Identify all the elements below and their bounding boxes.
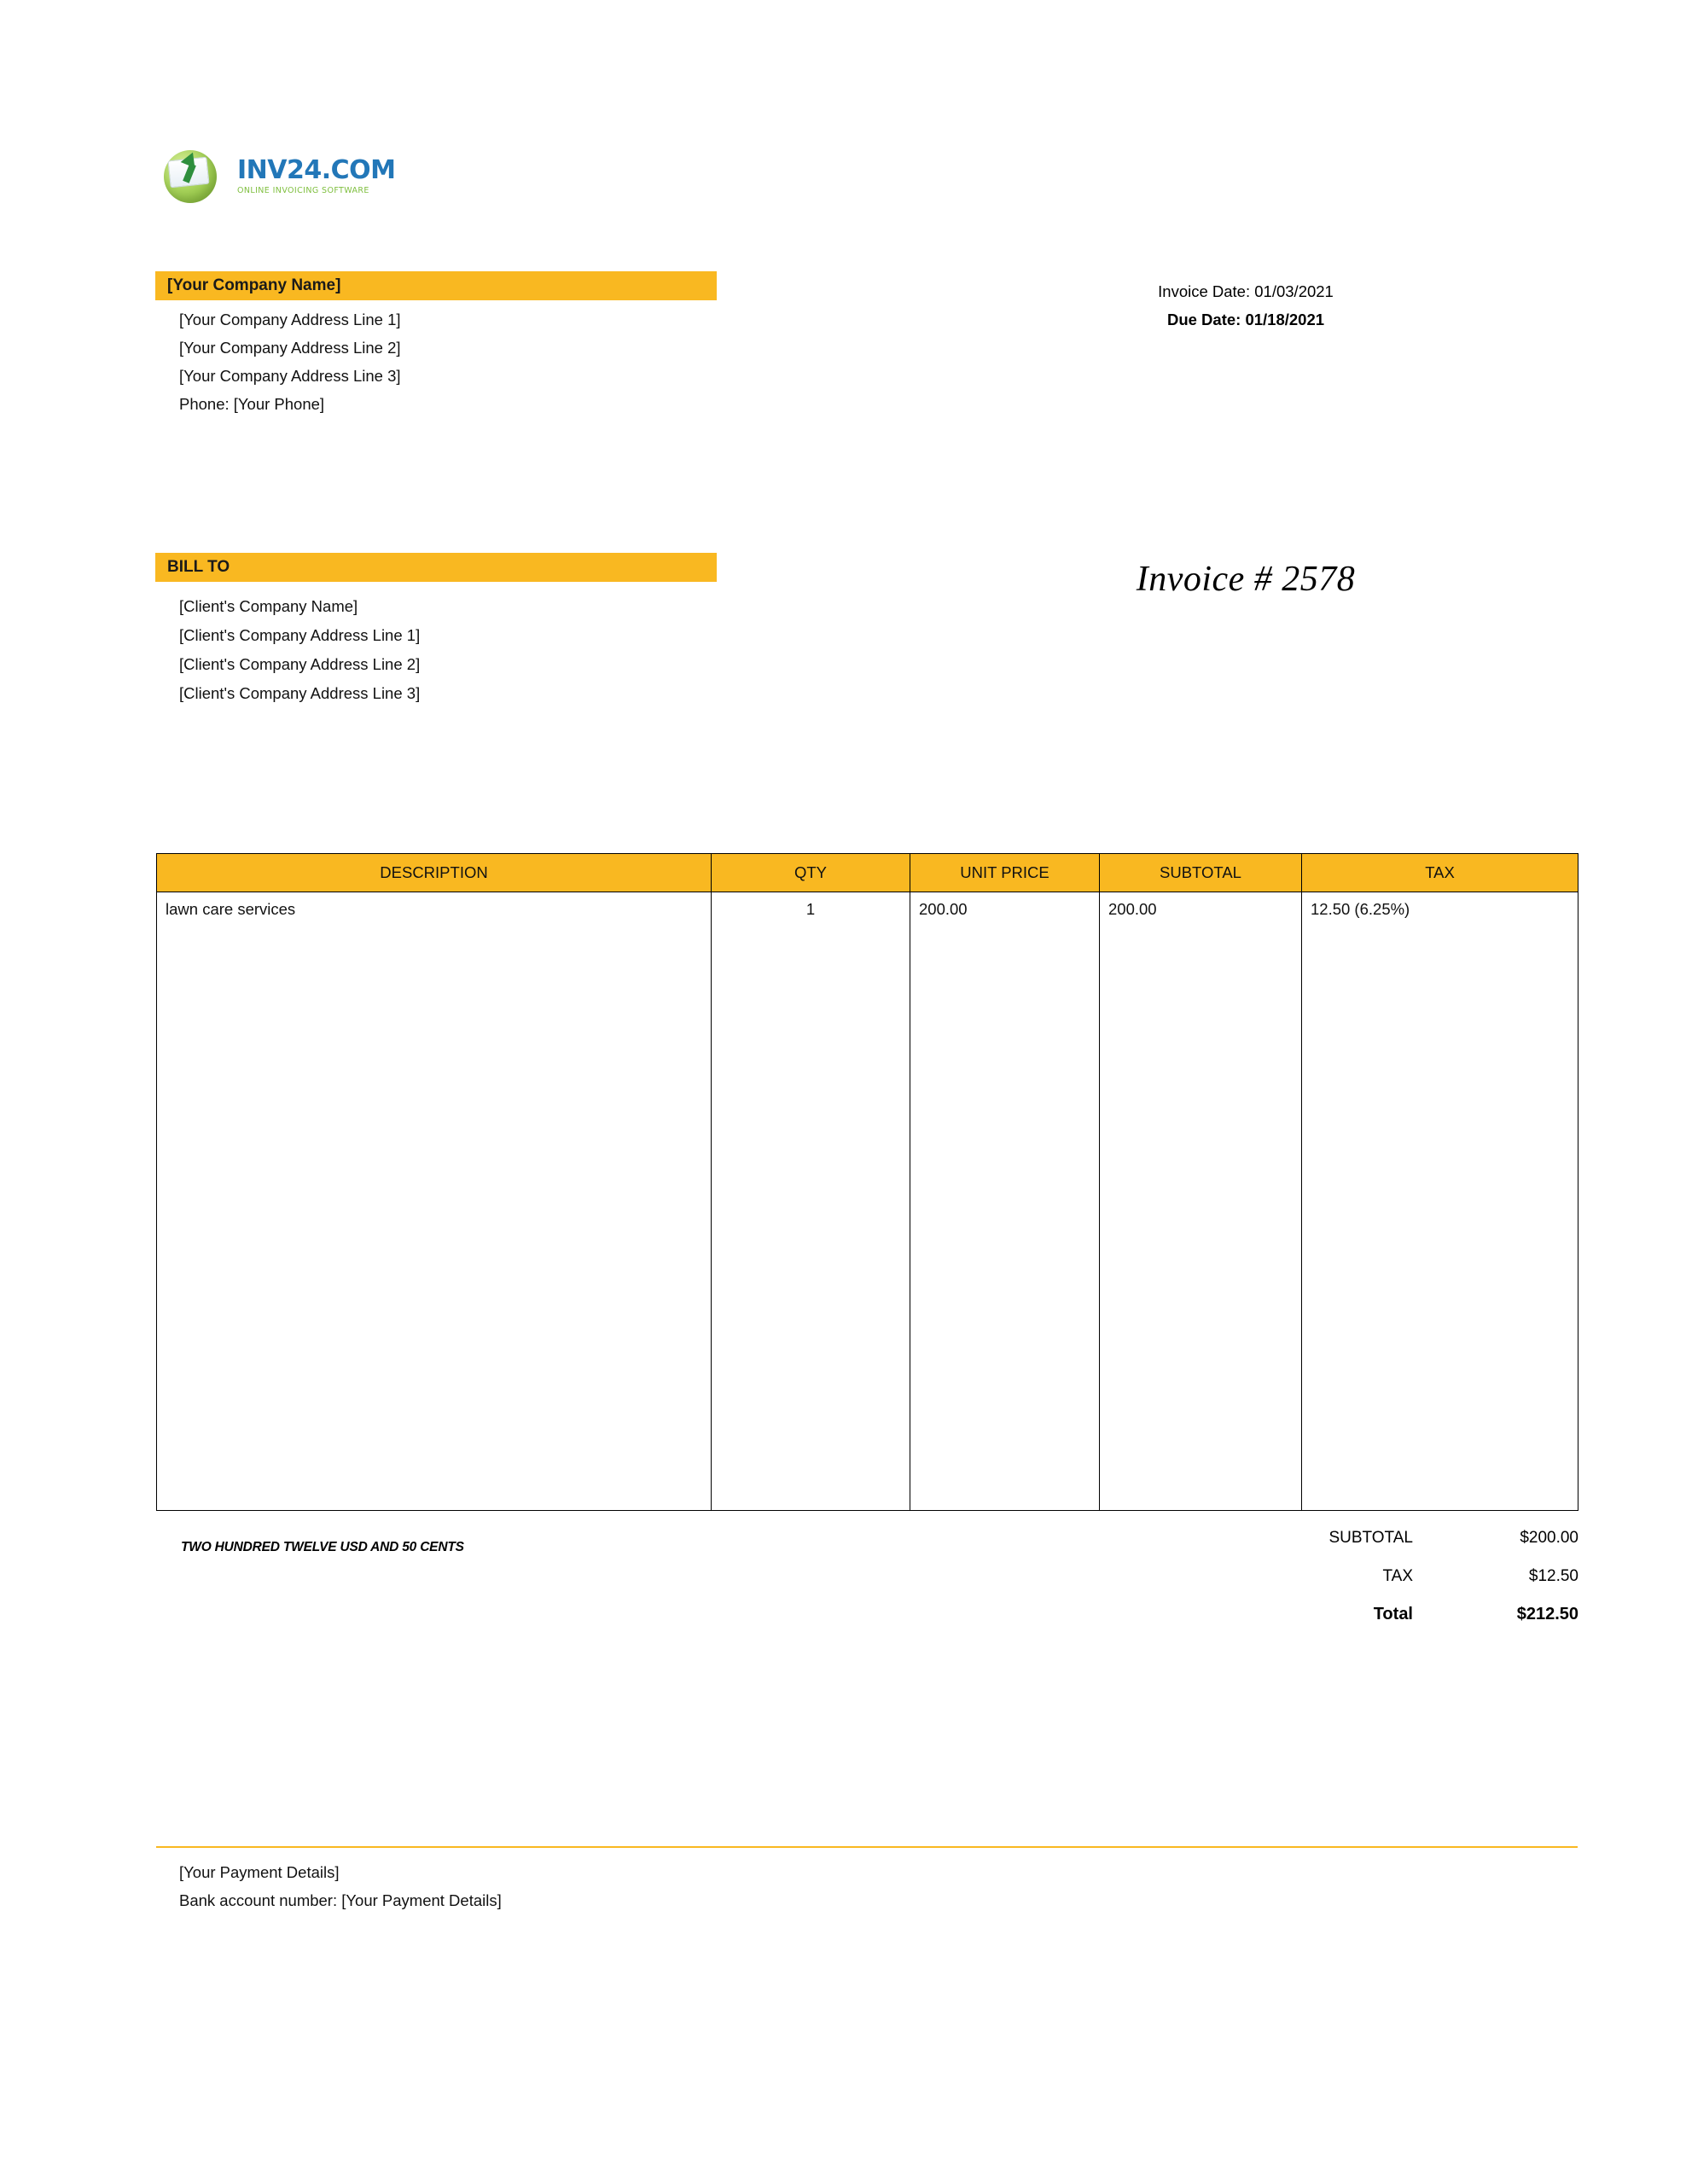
column-header-description: DESCRIPTION [157,854,712,892]
table-bottom-rule [157,1511,1578,1512]
column-header-unit-price: UNIT PRICE [910,854,1100,892]
tax-label: TAX [1382,1567,1413,1585]
brand-logo [162,143,396,210]
client-name-line: [Client's Company Name] [179,597,358,615]
company-address-line: [Your Company Address Line 1] [179,311,401,328]
company-phone-line: Phone: [Your Phone] [179,395,325,413]
table-header-row [157,854,1578,892]
client-address-line: [Client's Company Address Line 2] [179,655,421,673]
company-name-label: [Your Company Name] [167,276,341,294]
invoice-dates-block [939,277,1553,334]
subtotal-value: $200.00 [1520,1529,1578,1547]
cell-qty: 1 [712,892,910,1511]
subtotal-label: SUBTOTAL [1328,1529,1413,1547]
payment-details-line: [Your Payment Details] [179,1863,340,1881]
totals-row-tax [1118,1557,1578,1595]
bill-to-label: BILL TO [167,558,230,576]
line-items-table [156,853,1578,1511]
total-value: $212.50 [1516,1605,1578,1623]
column-header-qty: QTY [712,854,910,892]
invoice-number: Invoice # 2578 [1136,560,1356,599]
totals-row-subtotal [1118,1519,1578,1557]
cell-tax: 12.50 (6.25%) [1302,892,1578,1511]
cell-description: lawn care services [157,892,712,1511]
company-address-block [179,305,401,418]
column-header-tax: TAX [1302,854,1578,892]
amount-in-words: TWO HUNDRED TWELVE USD AND 50 CENTS [181,1540,464,1554]
payment-details-block [179,1858,502,1914]
footer-divider [156,1846,1578,1848]
total-label: Total [1373,1605,1413,1623]
cell-subtotal: 200.00 [1100,892,1302,1511]
client-address-block [179,592,420,708]
column-header-subtotal: SUBTOTAL [1100,854,1302,892]
inv24-logo-icon [162,143,229,210]
bank-account-line: Bank account number: [Your Payment Details] [179,1891,502,1909]
logo-subtitle: ONLINE INVOICING SOFTWARE [237,186,369,196]
company-address-line: [Your Company Address Line 3] [179,367,401,385]
cell-unit-price: 200.00 [910,892,1100,1511]
tax-value: $12.50 [1528,1567,1578,1585]
logo-title: INV24.COM [237,155,396,186]
invoice-date: Invoice Date: 01/03/2021 [1158,282,1334,300]
client-address-line: [Client's Company Address Line 3] [179,684,421,702]
totals-block [1118,1519,1578,1634]
totals-row-total [1118,1595,1578,1634]
due-date: Due Date: 01/18/2021 [1166,311,1325,328]
bill-to-bar [155,553,717,582]
company-address-line: [Your Company Address Line 2] [179,339,401,357]
table-row [157,892,1578,1511]
client-address-line: [Client's Company Address Line 1] [179,626,421,644]
company-name-bar [155,271,717,300]
